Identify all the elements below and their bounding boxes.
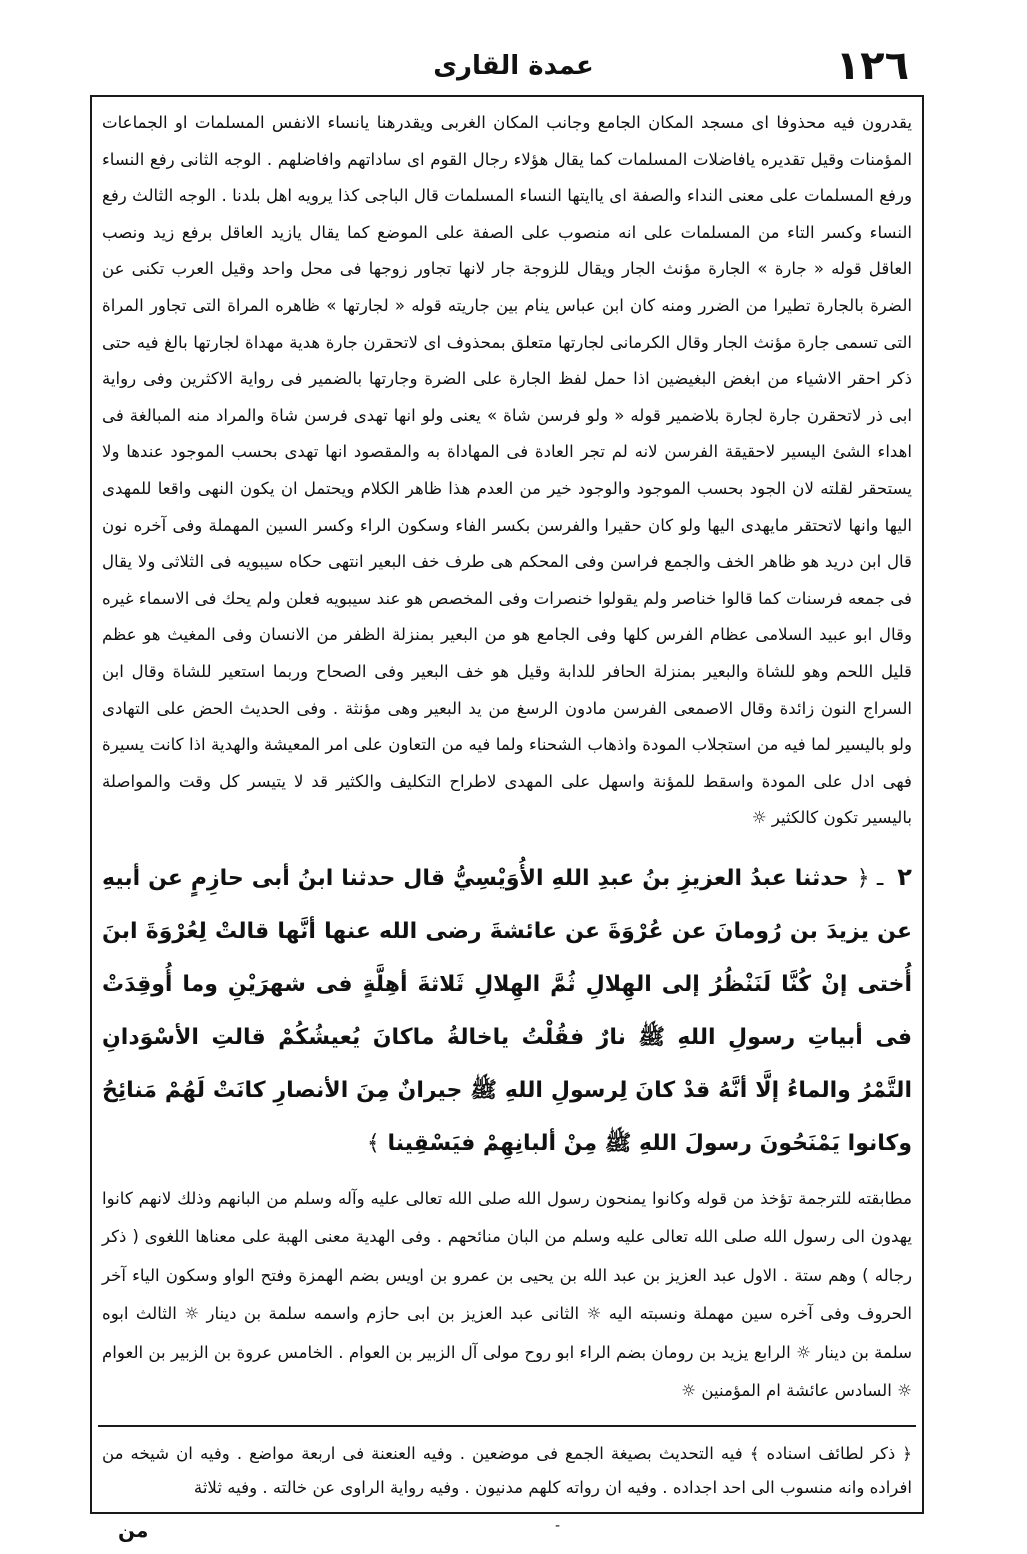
page-number: ١٢٦ — [835, 43, 909, 89]
hadith-close-ornament: ﴾ — [366, 1130, 380, 1156]
section-divider — [98, 1425, 916, 1427]
footer-mark: - — [555, 1518, 561, 1534]
text-body — [98, 105, 916, 1506]
page-header — [118, 40, 909, 90]
running-title: عمدة القارى — [433, 51, 594, 81]
catchword: من — [118, 1518, 149, 1542]
text-frame — [90, 95, 924, 1514]
hadith-block — [98, 851, 916, 1170]
commentary-paragraph-1: يقدرون فيه محذوفا اى مسجد المكان الجامع وجانب المكان الغربى ويقدرهنا يانساء الانفس المسلمات او الجماعات المؤمنات وقيل تقديره يافاضلات المسلمات كما يقال هؤلاء رجال القوم اى ساداتهم وافاضلهم . الوجه الثانى رفع النساء ورفع المسلمات على معنى النداء والصفة اى ياايتها النساء المسلمات قال الباجى كذا يرويه اهل بلدنا . الوجه الثالث رفع النساء وكسر التاء من المسلمات على انه منصوب على الصفة على الموضع كما يقال يازيد العاقل برفع زيد ونصب العاقل قوله « جارة » الجارة مؤنث الجار ويقال للزوجة جار لانها تجاور زوجها فى محل واحد وقيل العرب تكنى عن الضرة بالجارة تطيرا من الضرر ومنه كان ابن عباس ينام بين جاريته قوله « لجارتها » ظاهره المراة التى تجاور المراة التى تسمى جارة مؤنث الجار وقال الكرمانى لجارتها متعلق بمحذوف اى لاتحقرن جارة هدية مهداة لجارتها بالغ فيه حتى ذكر احقر الاشياء من ابغض البغيضين اذا حمل لفظ الجارة على الضرة وجارتها بالضمير فى رواية الاكثرين وفى رواية ابى ذر لاتحقرن جارة لجارة بلاضمير قوله « ولو فرسن شاة » يعنى ولو انها تهدى فرسن شاة والمراد منه المبالغة فى اهداء الشئ اليسير لاحقيقة الفرسن لانه لم تجر العادة فى المهاداة به والمقصود انها تهدى بحسب الموجود عندها ولا يستحقر لقلته لان الجود بحسب الموجود والوجود خير من العدم هذا ظاهر الكلام ويحتمل ان يكون النهى واقعا للمهدى اليها وانها لاتحتقر مايهدى اليها ولو كان حقيرا والفرسن بكسر الفاء وسكون الراء وكسر السين المهملة وفى آخره نون قال ابن دريد هو ظاهر الخف والجمع فراسن وفى المحكم هى طرف خف البعير انتهى حكاه سيبويه فى الثلاثى ولا يقال فى جمعه فرسنات كما قالوا خناصر ولم يقولوا خنصرات وفى المخصص هو عند سيبويه فعلن ولم يحك فى الاسماء غيره وقال ابو عبيد السلامى عظام الفرس كلها وفى الجامع هو من البعير بمنزلة الظفر من الانسان وفى المغيث هو عظم قليل اللحم وهو للشاة والبعير بمنزلة الحافر للدابة وقيل هو خف البعير وفى الصحاح وربما استعير للشاة وقال ابن السراج النون زائدة وقال الاصمعى الفرسن مادون الرسغ من يد البعير وهى مؤنثة . وفى الحديث الحض على التهادى ولو باليسير لما فيه من استجلاب المودة واذهاب الشحناء ولما فيه من التعاون على امر المعيشة والهدية اذا كانت يسيرة فهى ادل على المودة واسقط للمؤنة واسهل على المهدى لاطراح التكليف والكثير قد لا يتيسر كل وقت والمواصلة باليسير تكون كالكثير ☼ — [102, 113, 912, 828]
hadith-text: حدثنا عبدُ العزيزِ بنُ عبدِ اللهِ الأُوَيْسِيُّ قال حدثنا ابنُ أبى حازِمٍ عن أبيهِ عن يزيدَ بن رُومانَ عن عُرْوَةَ عن عائشةَ رضى الله عنها أنَّها قالتْ لِعُرْوَةَ ابنَ أُختى إنْ كُنَّا لَنَنْظُرُ إلى الهِلالِ ثُمَّ الهِلالِ ثَلاثةَ أهِلَّةٍ فى شهرَيْنِ وما أُوقِدَتْ فى أبياتِ رسولِ اللهِ ﷺ نارٌ فقُلْتُ ياخالةُ ماكانَ يُعيشُكُمْ قالتِ الأسْوَدانِ التَّمْرُ والماءُ إلَّا أنَّهُ قدْ كانَ لِرسولِ اللهِ ﷺ جيرانٌ مِنَ الأنصارِ كانَتْ لَهُمْ مَنائِحُ وكانوا يَمْنَحُونَ رسولَ اللهِ ﷺ مِنْ ألبانِهِمْ فيَسْقِينا — [102, 865, 912, 1156]
commentary-paragraph-2: مطابقته للترجمة تؤخذ من قوله وكانوا يمنحون رسول الله صلى الله تعالى عليه وآله وسلم من البانهم وذلك لانهم كانوا يهدون الى رسول الله صلى الله تعالى عليه وسلم من البان منائحهم . وفى الهدية معنى الهبة على معناها اللغوى ( ذكر رجاله ) وهم ستة . الاول عبد العزيز بن عبد الله بن يحيى بن عمرو بن اويس بضم الهمزة وفتح الواو وسكون الياء آخر الحروف وفى آخره سين مهملة ونسبته اليه ☼ الثانى عبد العزيز بن ابى حازم واسمه سلمة بن دينار ☼ الثالث ابوه سلمة بن دينار ☼ الرابع يزيد بن رومان بضم الراء ابو روح مولى آل الزبير بن العوام . الخامس عروة بن الزبير بن العوام ☼ السادس عائشة ام المؤمنين ☼ — [102, 1188, 912, 1401]
lataif-paragraph: ﴿ ذكر لطائف اسناده ﴾ فيه التحديث بصيغة الجمع فى موضعين . وفيه العنعنة فى اربعة مواضع . وفيه ان شيخه من افراده وانه منسوب الى احد اجداده . وفيه ان رواته كلهم مدنيون . وفيه رواية الراوى عن خالته . وفيه ثلاثة — [102, 1443, 912, 1497]
hadith-number: ٢ — [897, 862, 912, 891]
hadith-open-ornament: ـ ﴿ — [856, 865, 884, 891]
